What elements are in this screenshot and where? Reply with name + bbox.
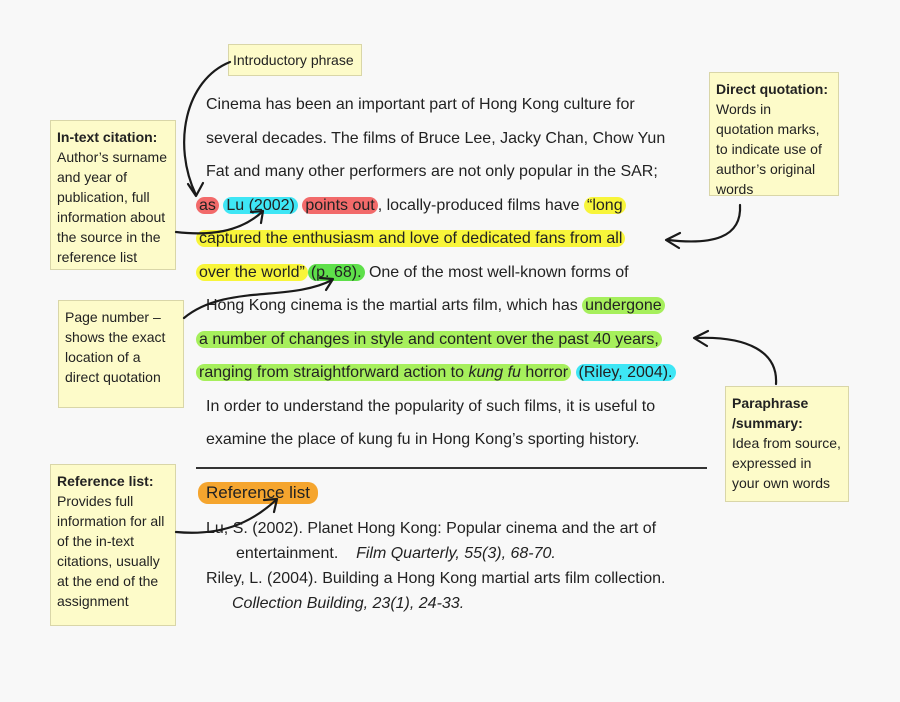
arrow-direct [668, 205, 740, 241]
paragraph-line: Fat and many other performers are not only popular in the SAR; [206, 163, 658, 180]
note-intext-body: Author’s surname and year of publication, full information about the source in the reference list [57, 149, 167, 265]
paraphrase-italic: kung fu [468, 364, 521, 381]
reference-text: entertainment. [236, 545, 339, 562]
direct-quote-end: over the world” [196, 264, 308, 281]
paragraph-text: Hong Kong cinema is the martial arts film, which has [206, 297, 583, 314]
reference-source: Collection Building, 23(1), 24-33. [232, 595, 465, 612]
note-direct-title: Direct quotation: [716, 81, 828, 97]
intro-phrase-as: as [196, 197, 219, 214]
paragraph-text: One of the most well-known forms of [364, 263, 629, 281]
arrow-intro [184, 62, 230, 195]
reference-text: Lu, S. (2002). Planet Hong Kong: Popular cinema and the art of [206, 520, 657, 537]
note-ref-body: Provides full information for all of the in-text citations, usually at the end of the assignment [57, 493, 165, 609]
note-para-title: Paraphrase /summary: [732, 395, 809, 431]
arrow-intext [176, 212, 262, 233]
paraphrase-text: horror [520, 364, 569, 381]
paraphrase-text: ranging from straightforward action to [199, 364, 469, 381]
arrow-ref [176, 500, 276, 533]
paragraph-text: , locally-produced films have [377, 196, 585, 214]
note-intro-body: Introductory phrase [233, 52, 354, 68]
page-number-citation: (p. 68). [308, 264, 365, 281]
reference-list-heading: Reference list [198, 482, 318, 504]
in-text-citation-riley: (Riley, 2004). [576, 364, 676, 381]
in-text-citation-lu: Lu (2002) [223, 197, 298, 214]
paragraph-line: Cinema has been an important part of Hong Kong culture for [206, 96, 635, 113]
direct-quote-start: “long [584, 197, 626, 214]
note-intext-title: In-text citation: [57, 129, 158, 145]
intro-phrase-points-out: points out [302, 197, 377, 214]
note-direct-body: Words in quotation marks, to indicate use of author’s original words [716, 101, 822, 197]
arrow-intro-head [188, 183, 203, 196]
note-ref-title: Reference list: [57, 473, 154, 489]
paragraph-line: In order to understand the popularity of such films, it is useful to [206, 397, 656, 415]
reference-text: Riley, L. (2004). Building a Hong Kong martial arts film collection. [206, 570, 666, 587]
note-para-body: Idea from source, expressed in your own words [732, 435, 841, 491]
paraphrase-start: undergone [582, 297, 665, 314]
paraphrase-middle: a number of changes in style and content over the past 40 years, [196, 331, 662, 348]
arrow-page [184, 280, 332, 318]
paragraph-line: examine the place of kung fu in Hong Kong’s sporting history. [206, 431, 640, 448]
arrow-para [696, 338, 776, 384]
reference-source: Film Quarterly, 55(3), 68-70. [356, 545, 556, 562]
note-page-body: Page number –shows the exact location of a direct quotation [65, 309, 166, 385]
direct-quote-middle: captured the enthusiasm and love of dedicated fans from all [196, 230, 625, 247]
paragraph-line: several decades. The films of Bruce Lee, Jacky Chan, Chow Yun [206, 129, 666, 147]
